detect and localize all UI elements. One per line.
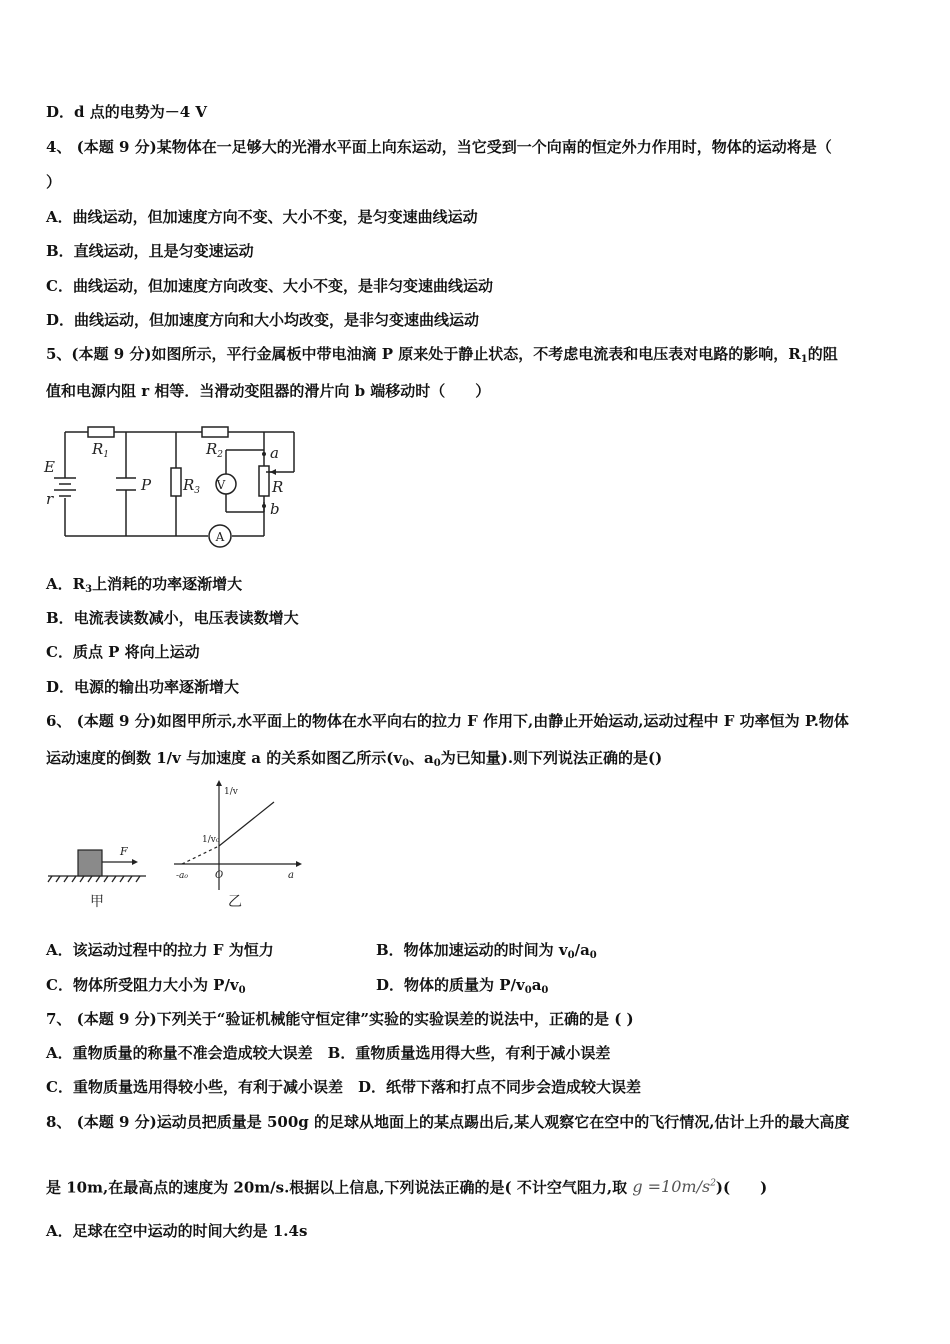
q6-stem-line2: 运动速度的倒数 1/v 与加速度 a 的关系如图乙所示($v_0$、$a_0$为已知量).则下列说法正确的是()	[46, 749, 663, 769]
q5-stem-line2: 值和电源内阻 r 相等．当滑动变阻器的滑片向 b 端移动时（ ）	[46, 382, 491, 400]
label-F: F	[120, 845, 128, 858]
q6-option-d: D．物体的质量为 $P/v_0a_0$	[376, 976, 549, 996]
label-a: a	[270, 444, 279, 462]
q6-option-b: B．物体加速运动的时间为 $v_0/a_0$	[376, 941, 597, 961]
label-R2: $R_2$	[206, 440, 224, 460]
q4-stem-line2: ）	[46, 173, 62, 191]
q6-stem-line1: 6、 (本题 9 分)如图甲所示,水平面上的物体在水平向右的拉力 F 作用下,由静止开始运动,运动过程中 F 功率恒为 P.物体	[46, 712, 849, 730]
label-inv-v0: 1/v₀	[202, 835, 220, 845]
label-b: b	[270, 500, 280, 518]
q6-figure	[44, 780, 314, 915]
label-r: r	[46, 490, 54, 508]
label-a-axis: a	[288, 870, 294, 881]
label-yi: 乙	[228, 894, 242, 910]
label-E: E	[44, 458, 55, 476]
label-neg-a0: -a₀	[176, 871, 189, 881]
q5-option-d: D．电源的输出功率逐渐增大	[46, 678, 240, 696]
q5-stem-line1: 5、(本题 9 分)如图所示，平行金属板中带电油滴 P 原来处于静止状态，不考虑电流表和电压表对电路的影响，$R_1$的阻	[46, 345, 838, 365]
q8-option-a: A．足球在空中运动的时间大约是 1.4s	[46, 1222, 308, 1240]
formula-g: $g =10m/s^2$	[632, 1177, 716, 1197]
q4-option-c: C．曲线运动，但加速度方向改变、大小不变，是非匀变速曲线运动	[46, 277, 493, 295]
q5-circuit-diagram	[40, 420, 310, 550]
q5-option-c: C．质点 P 将向上运动	[46, 643, 200, 661]
q7-options-cd: C．重物质量选用得较小些，有利于减小误差 D．纸带下落和打点不同步会造成较大误差	[46, 1078, 641, 1096]
label-P: P	[141, 476, 152, 494]
q5-option-a: A．$R_3$上消耗的功率逐渐增大	[46, 575, 243, 595]
block-icon	[78, 850, 102, 876]
q5-option-b: B．电流表读数减小，电压表读数增大	[46, 609, 299, 627]
q7-options-ab: A．重物质量的称量不准会造成较大误差 B．重物质量选用得大些，有利于减小误差	[46, 1044, 611, 1062]
label-R1: $R_1$	[92, 440, 110, 460]
q4-option-a: A．曲线运动，但加速度方向不变、大小不变，是匀变速曲线运动	[46, 208, 478, 226]
q6-option-c: C．物体所受阻力大小为 $P/v_0$	[46, 976, 246, 996]
label-O: O	[215, 870, 224, 881]
q8-stem-line2: 是 10m,在最高点的速度为 20m/s.根据以上信息,下列说法正确的是( 不计空气阻力,取 $g =10m/s^2$)( )	[46, 1177, 768, 1197]
label-R: R	[272, 478, 284, 496]
q4-option-d: D．曲线运动，但加速度方向和大小均改变，是非匀变速曲线运动	[46, 311, 480, 329]
q3-option-d: D．d 点的电势为－4 V	[46, 103, 208, 121]
q7-stem: 7、 (本题 9 分)下列关于“验证机械能守恒定律”实验的实验误差的说法中，正确的是 ( )	[46, 1010, 634, 1028]
label-inv-v: 1/v	[224, 787, 238, 797]
q4-stem-line1: 4、 (本题 9 分)某物体在一足够大的光滑水平面上向东运动，当它受到一个向南的恒定外力作用时，物体的运动将是（	[46, 138, 832, 156]
q6-option-a: A．该运动过程中的拉力 F 为恒力	[46, 941, 274, 959]
q8-stem-line1: 8、 (本题 9 分)运动员把质量是 500g 的足球从地面上的某点踢出后,某人观察它在空中的飞行情况,估计上升的最大高度	[46, 1113, 850, 1131]
label-jia: 甲	[90, 894, 104, 910]
q4-option-b: B．直线运动，且是匀变速运动	[46, 242, 254, 260]
voltmeter-icon: V	[216, 478, 226, 492]
ammeter-icon: A	[215, 530, 225, 544]
label-R3: $R_3$	[183, 476, 201, 496]
